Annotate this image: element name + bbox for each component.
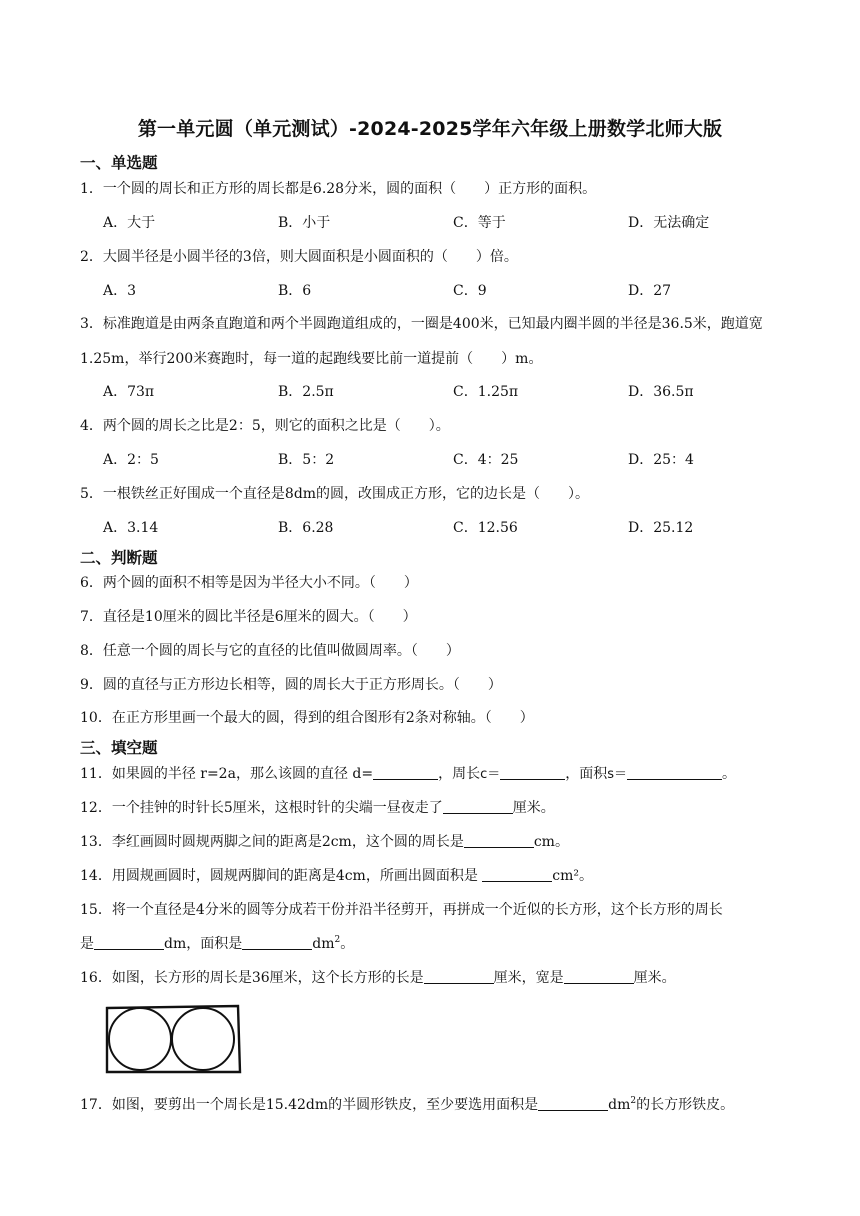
question-13 xyxy=(80,830,815,855)
question-text: 厘米。 xyxy=(633,970,676,986)
option-d[interactable]: D．无法确定 xyxy=(628,215,710,231)
question-text: 16．如图，长方形的周长是36厘米，这个长方形的长是 xyxy=(80,970,424,986)
answer-blank[interactable] xyxy=(443,798,513,814)
rectangle-outline xyxy=(107,1006,240,1072)
question-2: 2．大圆半径是小圆半径的3倍，则大圆面积是小圆面积的（ ）倍。 xyxy=(80,249,518,265)
option-a[interactable]: A．3 xyxy=(103,283,137,299)
question-10: 10．在正方形里画一个最大的圆，得到的组合图形有2条对称轴。（ ） xyxy=(80,710,534,726)
question-text: 。 xyxy=(340,936,355,952)
unit-exponent: 2 xyxy=(630,1096,637,1106)
answer-blank[interactable] xyxy=(424,968,494,984)
answer-blank[interactable] xyxy=(464,832,534,848)
unit-text: dm xyxy=(312,936,335,952)
math-variable: s＝ xyxy=(607,767,628,782)
answer-blank[interactable] xyxy=(564,968,634,984)
option-c[interactable]: C．1.25π xyxy=(453,384,519,400)
option-c[interactable]: C．12.56 xyxy=(453,520,518,536)
option-b[interactable]: B．2.5π xyxy=(278,384,334,400)
question-text: 厘米，宽是 xyxy=(493,970,564,986)
question-text: ，面积 xyxy=(565,766,608,782)
question-3: 3．标准跑道是由两条直跑道和两个半圆跑道组成的，一圈是400米，已知最内圈半圆的半径是36.5米，跑道宽1.25m，举行200米赛跑时，每一道的起跑线要比前一道提前（ ）m。 xyxy=(80,316,763,367)
question-text: cm²。 xyxy=(552,868,594,884)
question-4: 4．两个圆的周长之比是2：5，则它的面积之比是（ ）。 xyxy=(80,418,450,434)
question-1: 1．一个圆的周长和正方形的周长都是6.28分米，圆的面积（ ）正方形的面积。 xyxy=(80,181,597,197)
answer-blank[interactable] xyxy=(242,934,312,950)
question-6: 6．两个圆的面积不相等是因为半径大小不同。（ ） xyxy=(80,575,418,591)
question-5-options xyxy=(103,517,803,539)
option-c[interactable]: C．4：25 xyxy=(453,452,519,468)
question-1-options xyxy=(103,212,803,234)
question-12 xyxy=(80,796,815,821)
option-a[interactable]: A．2：5 xyxy=(103,452,159,468)
option-b[interactable]: B．6 xyxy=(278,283,312,299)
option-d[interactable]: D．25.12 xyxy=(628,520,694,536)
question-text: 是 xyxy=(80,936,94,952)
question-17 xyxy=(80,1093,815,1118)
option-b[interactable]: B．小于 xyxy=(278,215,331,231)
rectangle-two-circles-figure xyxy=(104,1004,244,1076)
answer-blank[interactable] xyxy=(94,934,164,950)
question-11 xyxy=(80,762,815,787)
question-text: cm。 xyxy=(533,834,569,850)
section-heading-single-choice: 一、单选题 xyxy=(80,154,158,172)
option-b[interactable]: B．5：2 xyxy=(278,452,335,468)
question-text: ，周长 xyxy=(438,766,481,782)
question-15-continued xyxy=(80,932,815,957)
question-text: 15．将一个直径是4分米的圆等分成若干份并沿半径剪开，再拼成一个近似的长方形，这个长方形的周长 xyxy=(80,902,723,918)
section-heading-fill-blank: 三、填空题 xyxy=(80,739,158,757)
page-title: 第一单元圆（单元测试）-2024-2025学年六年级上册数学北师大版 xyxy=(137,118,723,140)
question-7: 7．直径是10厘米的圆比半径是6厘米的圆大。（ ） xyxy=(80,609,417,625)
answer-blank[interactable] xyxy=(482,866,552,882)
math-variable: c＝ xyxy=(480,767,501,782)
question-9: 9．圆的直径与正方形边长相等，圆的周长大于正方形周长。（ ） xyxy=(80,677,502,693)
question-2-options xyxy=(103,280,803,302)
unit-exponent: 2 xyxy=(334,935,341,945)
option-c[interactable]: C．等于 xyxy=(453,215,506,231)
question-text: 17．如图，要剪出一个周长是15.42dm的半圆形铁皮，至少要选用面积是 xyxy=(80,1097,539,1113)
question-text: 的长方形铁皮。 xyxy=(636,1097,735,1113)
question-text: 11．如果圆的半径 r=2a，那么该圆的直径 d= xyxy=(80,766,374,782)
option-c[interactable]: C．9 xyxy=(453,283,487,299)
right-circle xyxy=(172,1008,234,1070)
option-a[interactable]: A．大于 xyxy=(103,215,156,231)
question-8: 8．任意一个圆的周长与它的直径的比值叫做圆周率。（ ） xyxy=(80,643,460,659)
unit-text: dm xyxy=(608,1097,631,1113)
option-d[interactable]: D．27 xyxy=(628,283,672,299)
question-text: 12．一个挂钟的时针长5厘米，这根时针的尖端一昼夜走了 xyxy=(80,800,443,816)
option-d[interactable]: D．36.5π xyxy=(628,384,694,400)
question-15 xyxy=(80,898,815,923)
answer-blank[interactable] xyxy=(500,764,565,780)
answer-blank[interactable] xyxy=(538,1095,608,1111)
question-text: 。 xyxy=(722,766,737,782)
option-b[interactable]: B．6.28 xyxy=(278,520,334,536)
question-14 xyxy=(80,864,815,889)
answer-blank[interactable] xyxy=(627,764,722,780)
option-d[interactable]: D．25：4 xyxy=(628,452,694,468)
question-16 xyxy=(80,966,815,991)
question-text: 13．李红画圆时圆规两脚之间的距离是2cm，这个圆的周长是 xyxy=(80,834,464,850)
left-circle xyxy=(109,1008,171,1070)
question-text: 14．用圆规画圆时，圆规两脚间的距离是4cm，所画出圆面积是 xyxy=(80,868,483,884)
option-a[interactable]: A．3.14 xyxy=(103,520,159,536)
question-3-options xyxy=(103,381,803,403)
question-5: 5．一根铁丝正好围成一个直径是8dm的圆，改围成正方形，它的边长是（ ）。 xyxy=(80,486,590,502)
question-4-options xyxy=(103,449,803,471)
question-text: dm，面积是 xyxy=(164,936,243,952)
section-heading-true-false: 二、判断题 xyxy=(80,549,158,567)
option-a[interactable]: A．73π xyxy=(103,384,155,400)
question-text: 厘米。 xyxy=(512,800,555,816)
answer-blank[interactable] xyxy=(373,764,438,780)
